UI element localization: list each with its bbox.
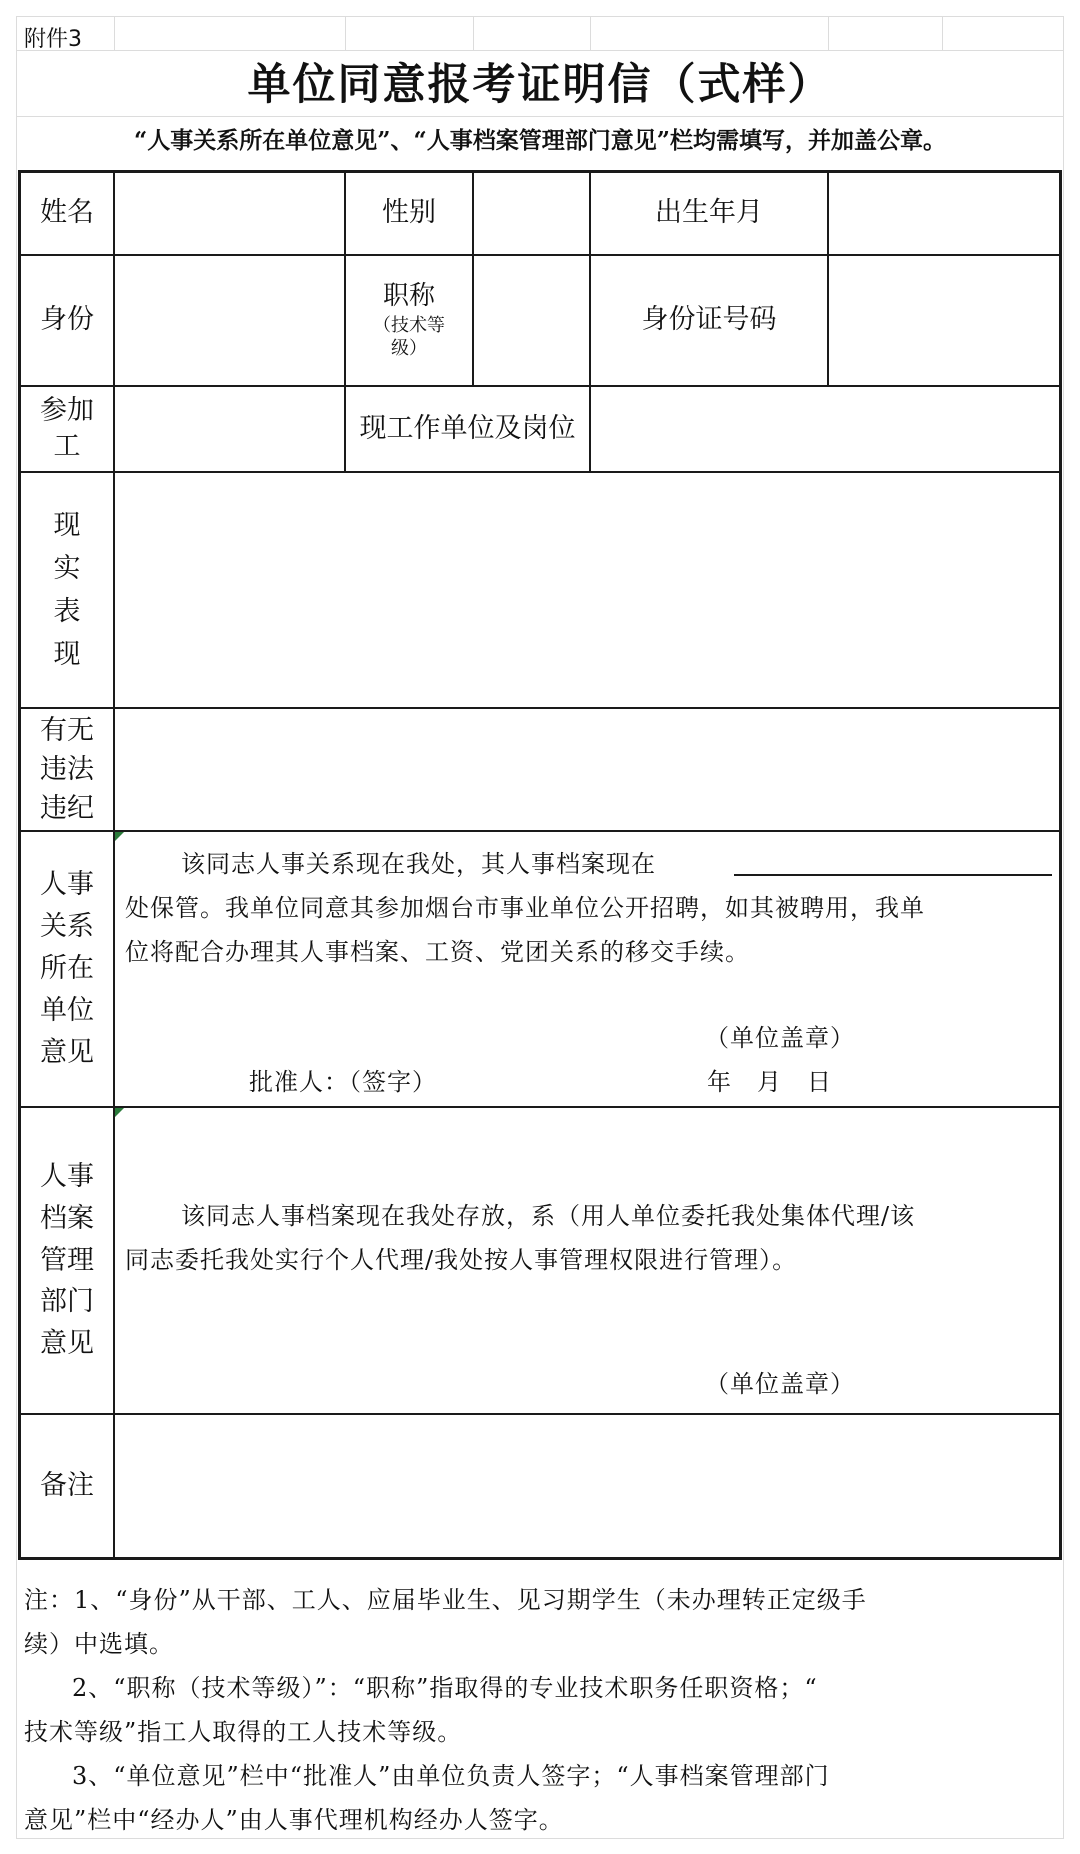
archive-dept-label: 人事档案管理部门意见: [40, 1160, 94, 1360]
approver-signature-label: 批准人：（签字）: [249, 1068, 437, 1096]
id-number-field[interactable]: [829, 256, 1059, 385]
identity-field[interactable]: [115, 256, 344, 385]
join-work-field[interactable]: [115, 387, 344, 471]
gender-label: 性别: [382, 197, 436, 229]
violation-label: 有无违法违纪: [40, 714, 94, 825]
footnotes: [24, 1578, 1060, 1842]
grid-line: [590, 16, 591, 50]
grid-line: [942, 16, 943, 50]
remarks-field[interactable]: [115, 1415, 1059, 1557]
footnote-3a: 3、“单位意见”栏中“批准人”由单位负责人签字；“人事档案管理部门: [72, 1762, 830, 1790]
archive-dept-opinion: [115, 1108, 1059, 1413]
date-label: 年 月 日: [707, 1068, 832, 1096]
remarks-label: 备注: [40, 1469, 94, 1501]
footnote-2b: 技术等级”指工人取得的工人技术等级。: [24, 1718, 463, 1746]
archive-location-blank[interactable]: [734, 874, 1052, 876]
attachment-label: 附件3: [24, 27, 82, 52]
grid-line: [16, 16, 1064, 17]
performance-field[interactable]: [115, 473, 1059, 707]
grid-line: [345, 16, 346, 50]
footnote-3b: 意见”栏中“经办人”由人事代理机构经办人签字。: [24, 1806, 564, 1834]
current-unit-field[interactable]: [591, 387, 1059, 471]
violation-field[interactable]: [115, 709, 1059, 830]
gender-field[interactable]: [474, 173, 589, 254]
archive-opinion-line-1: 该同志人事档案现在我处存放，系（用人单位委托我处集体代理/该: [181, 1202, 916, 1230]
performance-label: 现实表现: [53, 509, 81, 671]
archive-opinion-line-2: 同志委托我处实行个人代理/我处按人事管理权限进行管理）。: [125, 1246, 798, 1274]
name-field[interactable]: [115, 173, 344, 254]
footnote-1b: 续）中选填。: [24, 1630, 174, 1658]
footnote-2a: 2、“职称（技术等级）”：“职称”指取得的专业技术职务任职资格；“: [72, 1674, 818, 1702]
page-title: 单位同意报考证明信（式样）: [247, 60, 833, 110]
opinion-line-2: 处保管。我单位同意其参加烟台市事业单位公开招聘，如其被聘用，我单: [125, 894, 925, 922]
grid-line: [473, 16, 474, 50]
opinion-line-1: 该同志人事关系现在我处，其人事档案现在: [181, 850, 656, 878]
technical-grade-note: （技术等级）: [373, 315, 445, 360]
footnote-1a: 注：1、“身份”从干部、工人、应届毕业生、见习期学生（未办理转正定级手: [24, 1586, 867, 1614]
archive-seal-label: （单位盖章）: [705, 1370, 855, 1398]
table-border: [18, 1557, 1062, 1560]
id-number-label: 身份证号码: [641, 304, 777, 336]
unit-seal-label: （单位盖章）: [705, 1024, 855, 1052]
birth-date-field[interactable]: [829, 173, 1059, 254]
personnel-unit-label: 人事关系所在单位意见: [40, 869, 94, 1068]
personnel-unit-opinion: [115, 832, 1059, 1106]
professional-title-field[interactable]: [474, 256, 589, 385]
grid-line: [828, 16, 829, 50]
name-label: 姓名: [40, 197, 94, 229]
grid-line: [16, 16, 17, 1838]
fill-instruction: “人事关系所在单位意见”、“人事档案管理部门意见”栏均需填写，并加盖公章。: [134, 127, 946, 154]
current-unit-label: 现工作单位及岗位: [359, 412, 576, 444]
professional-title-label: [346, 256, 472, 385]
professional-title-text: 职称: [382, 281, 435, 312]
opinion-line-3: 位将配合办理其人事档案、工资、党团关系的移交手续。: [125, 938, 750, 966]
table-border: [1059, 170, 1062, 1560]
identity-label: 身份: [40, 304, 94, 336]
birth-date-label: 出生年月: [655, 197, 763, 229]
grid-line: [114, 16, 115, 50]
grid-line: [1063, 16, 1064, 1838]
join-work-label: 参加工: [40, 394, 94, 462]
